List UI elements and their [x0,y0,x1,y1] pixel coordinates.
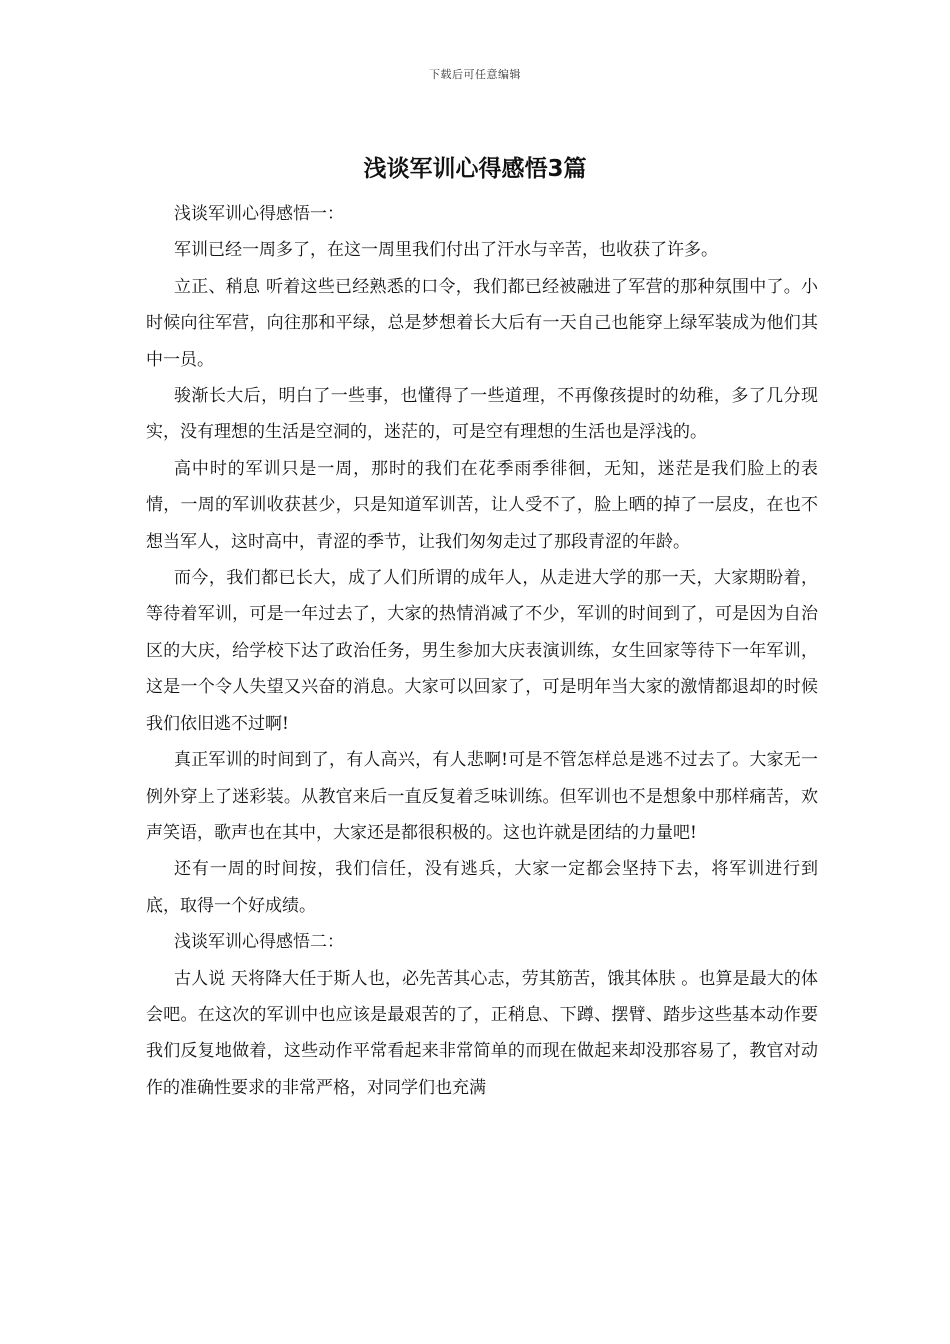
document-title: 浅谈军训心得感悟3篇 [363,156,587,182]
paragraph: 而今，我们都已长大，成了人们所谓的成年人，从走进大学的那一天，大家期盼着，等待着军训，可是一年过去了，大家的热情消减了不少，军训的时间到了，可是因为自治区的大庆，给学校下达了政治任务，男生参加大庆表演训练，女生回家等待下一年军训，这是一个令人失望又兴奋的消息。大家可以回家了，可是明年当大家的激情都退却的时候我们依旧逃不过啊! [146,568,818,734]
paragraph: 军训已经一周多了，在这一周里我们付出了汗水与辛苦，也收获了许多。 [174,240,718,261]
header-note: 下载后可任意编辑 [429,68,521,81]
paragraph: 古人说 天将降大任于斯人也，必先苦其心志，劳其筋苦，饿其体肤 。也算是最大的体 会吧。在这次的军训中也应该是最艰苦的了，正稍息、下蹲、摆臂、踏步这些基本动作要我们反复地做着，这些动作平常看起来非常简单的而现在做起来却没那容易了，教官对动作的准确性要求的非常严格，对同学们也充满 [146,968,818,1098]
paragraph: 立正、稍息 听着这些已经熟悉的口令，我们都已经被融进了军营的那种氛围中了。小时候向往军营，向往那和平绿，总是梦想着长大后有一天自己也能穿上绿军装成为他们其中一员。 [146,276,818,370]
paragraph: 高中时的军训只是一周，那时的我们在花季雨季徘徊，无知，迷茫是我们脸上的表情，一周的军训收获甚少，只是知道军训苦，让人受不了，脸上晒的掉了一层皮，在也不想当军人，这时高中，青涩的季节，让我们匆匆走过了那段青涩的年龄。 [146,458,818,552]
paragraph: 真正军训的时间到了，有人高兴，有人悲啊!可是不管怎样总是逃不过去了。大家无一例外穿上了迷彩装。从教官来后一直反复着乏味训练。但军训也不是想象中那样痛苦，欢声笑语，歌声也在其中，大家还是都很积极的。这也许就是团结的力量吧! [146,750,818,843]
paragraph: 骏渐长大后，明白了一些事，也懂得了一些道理，不再像孩提时的幼稚，多了几分现实，没有理想的生活是空洞的，迷茫的，可是空有理想的生活也是浮浅的。 [146,386,818,443]
document-body [146,196,818,1106]
section-heading-2: 浅谈军训心得感悟二： [174,932,344,953]
section-heading-1: 浅谈军训心得感悟一： [174,204,344,224]
paragraph: 还有一周的时间按，我们信任，没有逃兵，大家一定都会坚持下去，将军训进行到底，取得一个好成绩。 [146,859,818,916]
